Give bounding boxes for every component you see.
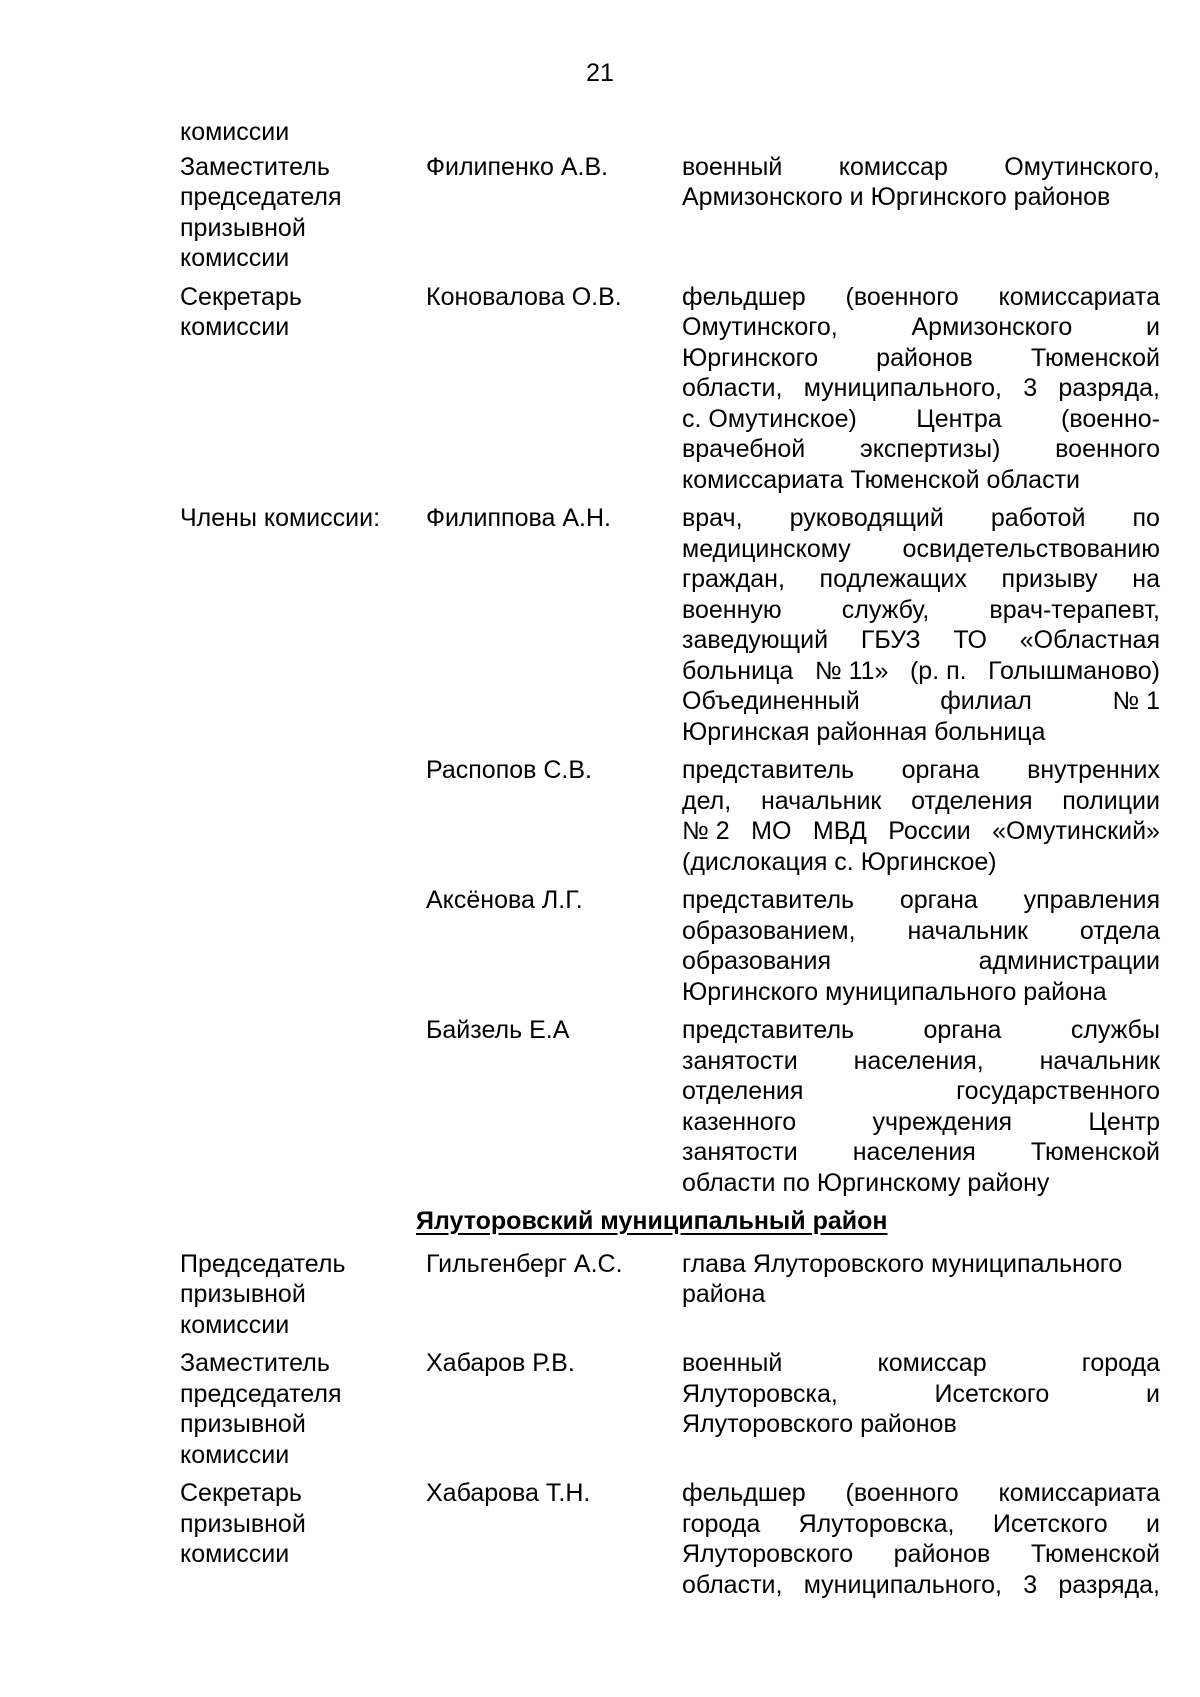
desc-line: образованием, начальник отдела (682, 916, 1160, 945)
role-line: комиссии (180, 1540, 290, 1568)
row-member (180, 755, 1160, 877)
desc-line: военную службу, врач-терапевт, (682, 595, 1160, 624)
position-description (682, 1478, 1160, 1600)
position-description (682, 152, 1160, 213)
role-cell (180, 1348, 426, 1470)
desc-line: № 2 МО МВД России «Омутинский» (682, 817, 1160, 845)
position-description (682, 503, 1160, 747)
desc-line: области по Юргинскому району (682, 1168, 1050, 1197)
desc-line: района (682, 1280, 766, 1308)
role-line: председателя (180, 1379, 342, 1408)
role-cell (180, 503, 426, 534)
role-line: призывной (180, 1410, 306, 1438)
desc-line: Ялуторовского районов Тюменской (682, 1540, 1160, 1568)
desc-line: врачебной экспертизы) военного (682, 435, 1160, 463)
position-description (682, 1348, 1160, 1440)
position-description (682, 1015, 1160, 1198)
role-line: призывной (180, 213, 306, 242)
position-description (682, 755, 1160, 877)
desc-line: глава Ялуторовского муниципального (682, 1249, 1123, 1278)
desc-line: казенного учреждения Центр (682, 1107, 1160, 1136)
desc-line: заведующий ГБУЗ ТО «Областная (682, 626, 1160, 654)
desc-line: военный комиссар города (682, 1349, 1160, 1377)
page-number: 21 (586, 59, 614, 87)
row-member (180, 1015, 1160, 1198)
role-line: Секретарь (180, 282, 302, 311)
desc-line: Объединенный филиал № 1 (682, 687, 1160, 715)
position-description (682, 282, 1160, 496)
desc-line: отделения государственного (682, 1077, 1160, 1105)
row-top-role (180, 117, 1160, 148)
desc-line: больница № 11» (р. п. Голышманово) (682, 656, 1160, 685)
person-name: Филиппова А.Н. (426, 504, 611, 532)
desc-line: Ялуторовского районов (682, 1410, 957, 1438)
role-line: Члены комиссии: (180, 504, 381, 532)
position-description (682, 1249, 1160, 1310)
role-line: Заместитель (180, 152, 330, 181)
desc-line: Юргинского районов Тюменской (682, 343, 1160, 372)
desc-line: области, муниципального, 3 разряда, (682, 1570, 1160, 1599)
desc-line: образования администрации (682, 947, 1160, 975)
person-name: Байзель Е.А (426, 1016, 570, 1044)
desc-line: занятости населения, начальник (682, 1046, 1160, 1075)
role-cell (180, 152, 426, 274)
role-line: призывной (180, 1280, 306, 1308)
desc-line: области, муниципального, 3 разряда, (682, 374, 1160, 402)
person-name: Хабарова Т.Н. (426, 1479, 591, 1507)
row-secretary (180, 282, 1160, 496)
role-line: комиссии (180, 118, 290, 146)
commission-list (180, 117, 1160, 1608)
row-member (180, 503, 1160, 747)
role-line: призывной (180, 1509, 306, 1538)
role-cell (180, 117, 426, 148)
person-name: Коновалова О.В. (426, 282, 622, 311)
row-secretary (180, 1478, 1160, 1600)
desc-line: Юргинская районная больница (682, 717, 1046, 746)
role-line: комиссии (180, 313, 290, 341)
desc-line: представитель органа управления (682, 886, 1160, 914)
row-chair (180, 1249, 1160, 1341)
desc-line: фельдшер (военного комиссариата (682, 1479, 1160, 1507)
desc-line: дел, начальник отделения полиции (682, 786, 1160, 815)
role-line: Секретарь (180, 1479, 302, 1507)
person-name: Филипенко А.В. (426, 152, 609, 181)
desc-line: Ялуторовска, Исетского и (682, 1379, 1160, 1408)
person-name: Гильгенберг А.С. (426, 1249, 623, 1278)
role-line: председателя (180, 183, 342, 211)
role-line: Председатель (180, 1249, 346, 1278)
role-line: комиссии (180, 1310, 290, 1339)
row-deputy-chair (180, 1348, 1160, 1470)
desc-line: Омутинского, Армизонского и (682, 313, 1160, 341)
person-name: Распопов С.В. (426, 756, 592, 784)
person-name: Аксёнова Л.Г. (426, 886, 583, 914)
desc-line: врач, руководящий работой по (682, 504, 1160, 532)
role-line: комиссии (180, 244, 290, 272)
desc-line: занятости населения Тюменской (682, 1138, 1160, 1166)
desc-line: фельдшер (военного комиссариата (682, 282, 1160, 311)
desc-line: Армизонского и Юргинского районов (682, 183, 1111, 211)
desc-line: Юргинского муниципального района (682, 977, 1107, 1006)
role-cell (180, 282, 426, 343)
role-cell (180, 1249, 426, 1341)
desc-line: представитель органа внутренних (682, 756, 1160, 784)
row-member (180, 885, 1160, 1007)
section-heading: Ялуторовский муниципальный район (416, 1207, 888, 1235)
desc-line: комиссариата Тюменской области (682, 465, 1080, 494)
person-name: Хабаров Р.В. (426, 1349, 575, 1377)
row-deputy-chair (180, 152, 1160, 274)
desc-line: представитель органа службы (682, 1016, 1160, 1044)
desc-line: города Ялуторовска, Исетского и (682, 1509, 1160, 1538)
desc-line: военный комиссар Омутинского, (682, 152, 1160, 181)
role-line: Заместитель (180, 1349, 330, 1377)
desc-line: медицинскому освидетельствованию (682, 534, 1160, 563)
position-description (682, 885, 1160, 1007)
role-line: комиссии (180, 1440, 290, 1469)
desc-line: (дислокация с. Юргинское) (682, 847, 997, 876)
role-cell (180, 1478, 426, 1570)
desc-line: граждан, подлежащих призыву на (682, 565, 1160, 593)
desc-line: с. Омутинское) Центра (военно- (682, 404, 1160, 433)
